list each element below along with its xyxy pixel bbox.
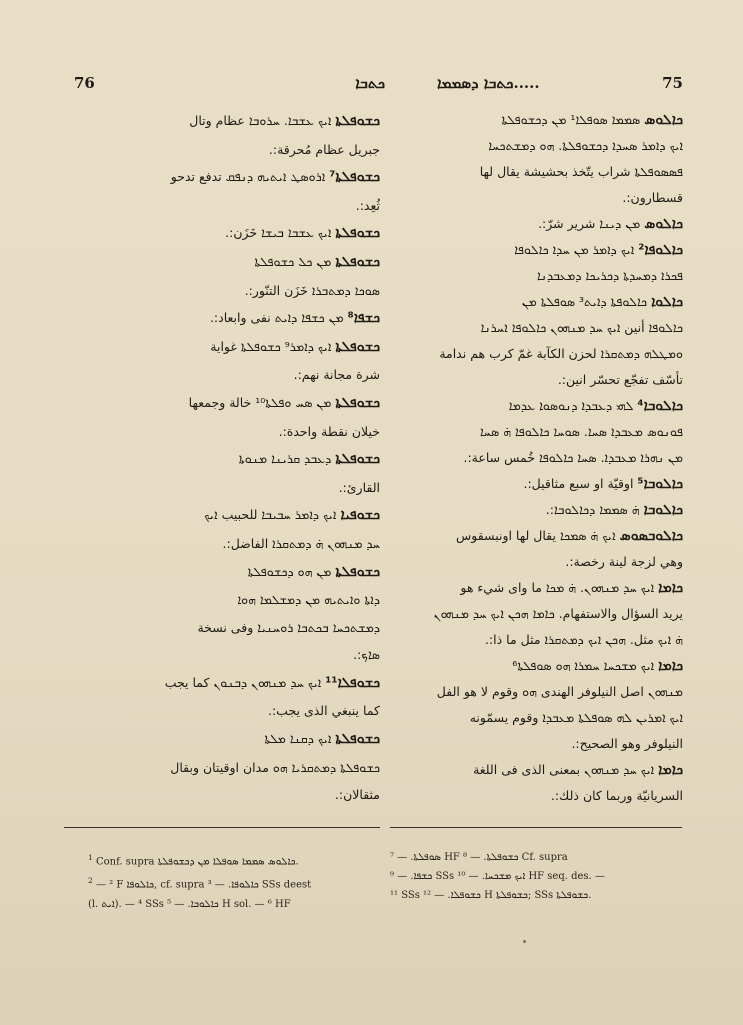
entry-text: ܐܝܟ ܥܫܒܐ. ܚܪܘܒܐ عظام وتال	[189, 113, 332, 128]
footnote-rule-right	[390, 827, 682, 828]
footnote-text: Conf. supra ܟܐܠܘܣ ܣܡܡܐ ܣܘܦܠܐ ܡܢ ܕܟܫܘܦܠܬܐ.	[95, 856, 299, 868]
footnote-line	[88, 848, 380, 871]
entry-text: ܐܝܟ ܡܫܟܚܐ ܚܡܪܐ ܗܘ ܣܘܦܠܬܐ⁶	[512, 658, 655, 673]
right-text-column	[391, 107, 683, 812]
entry-text: وهي لزجة لينة رخصة:.	[565, 554, 683, 569]
dictionary-line	[56, 219, 380, 248]
dictionary-line	[391, 263, 683, 289]
entry-headword: ܟܐܠܘܣ	[644, 112, 683, 128]
right-page-number: 75	[662, 74, 683, 92]
dictionary-line	[391, 419, 683, 445]
dictionary-line	[391, 237, 683, 263]
entry-text: ܡܢ ܢܗܪܐ ܡܥܒܕܐ. ܣܚܐ ܟܐܠܘܦܐ خُمس ساعة:.	[463, 450, 683, 465]
entry-text: ܐܝܟ ܚܕ ܡܢܗܘܢ بمعنى الذى فى اللغة	[473, 762, 655, 777]
entry-text: ܕܥܒܕ ܩܪܝܢܐ ܡܢܘܬܐ	[238, 451, 332, 467]
dictionary-line	[391, 549, 683, 575]
dictionary-line	[391, 393, 683, 419]
dictionary-line	[56, 418, 380, 446]
dictionary-line	[56, 445, 380, 474]
entry-text: كما ينبغي الذى يجب:.	[267, 703, 380, 719]
entry-text: قسطارون:.	[622, 190, 683, 205]
footnote-text: ܟܫܦܐ. — ⁹ SSs ܐܝܟ ܡܫܟܚܐ. — ¹⁰ HF seq. des. —	[390, 871, 605, 882]
dictionary-line	[56, 192, 380, 220]
footnote-text: — ² F ܟܐܠܘܦܐ, cf. supra ܟܐܠܘܦܐ. — ³ SSs deest	[95, 879, 312, 891]
dictionary-line	[391, 653, 683, 679]
entry-headword: ܟܫܦܐ⁸	[347, 310, 380, 327]
footnote-line	[88, 871, 380, 894]
left-running-title: ܟܬܒܐ	[355, 74, 385, 92]
dictionary-line	[391, 679, 683, 705]
dictionary-line	[56, 501, 380, 530]
entry-headword: ܟܐܠܘܒܐ⁵	[637, 476, 683, 492]
entry-text: النيلوفر وهو الصحيح:.	[571, 736, 683, 751]
dictionary-line	[56, 304, 380, 333]
entry-headword: ܟܫܘܦܠܬܐ⁷	[329, 169, 380, 186]
left-page-number: 76	[74, 74, 95, 92]
dictionary-line	[391, 523, 683, 549]
footnote-line	[390, 867, 684, 886]
dictionary-line	[56, 725, 380, 754]
dictionary-line	[391, 445, 683, 471]
dictionary-line	[391, 809, 683, 812]
entry-text: مثقالان:.	[334, 787, 380, 803]
entry-text: ܐܝܟ ܚܕ ܡܢܗܘܢ ܕܒܢܘܢ كما يجب	[164, 674, 322, 690]
dictionary-line	[56, 277, 380, 305]
footnote-text: (l. ܐܝܬ). — ⁴ SSs ܟܐܠܘܒܐ. — ⁵ H sol. — ⁶ HF	[88, 898, 291, 910]
footnote-line	[88, 895, 380, 914]
entry-text: ܠܗܝ ܕܥܒܕܐ ܕܢܘܣܘܐ ܥܕܡܐ	[508, 398, 634, 413]
dictionary-line	[391, 731, 683, 757]
entry-text: ܣܐܟ:.	[353, 647, 380, 663]
entry-text: تأسّف تفجّع تحسّر انين:.	[557, 372, 683, 387]
entry-headword: ܟܫܘܦܝܐ	[340, 507, 380, 524]
dictionary-line	[56, 107, 380, 136]
entry-headword: ܟܫܘܦܠܬܐ	[335, 253, 380, 270]
entry-text: ܦܣܣܘܦܠܬܐ شراب يتّخذ بحشيشة يقال لها	[479, 164, 683, 179]
entry-text: ܣܡܡܐ ܣܘܦܠܐ¹ ܡܢ ܕܟܫܘܦܠܬܐ	[501, 112, 641, 127]
entry-headword: ܟܫܘܦܠܬܐ	[335, 338, 380, 355]
entry-headword: ܟܐܠܘܒܣܘܣ	[619, 528, 683, 544]
entry-text: ܐܝܟ ܐܡܪܝܢ ܠܗ ܣܘܦܠܬܐ ܡܥܒܕܐ وقوم يسمّونه	[469, 710, 683, 725]
entry-headword: ܟܫܘܦܠܬܐ	[335, 731, 380, 748]
dictionary-line	[391, 627, 683, 653]
footnotes-right	[390, 848, 684, 905]
dictionary-line	[391, 575, 683, 601]
entry-text: ܡܢ ܣܚ ܘܦܠܬܐ¹⁰ خالة وجمعها	[188, 394, 332, 410]
entry-headword: ܟܐܡܐ	[658, 658, 683, 674]
right-running-title: ܟܬܒܐ ܕܣܡܡܐ.....	[437, 74, 540, 92]
footnote-text: ¹¹ SSs ܟܫܘܦܠܐ. — ¹² H ܟܫܘܦܠܬܐ; SSs ܟܫܘܦܠܬܐ.	[390, 890, 592, 901]
entry-text: ܘܡܛܠܗ ܕܡܬܩܪܐ لحزن الكآبة غمّ كرب هم ندامة	[439, 346, 683, 361]
entry-headword: ܟܫܘܦܠܬܐ	[335, 394, 380, 411]
entry-headword: ܟܐܡܐ	[658, 762, 683, 778]
entry-text: ܡܢ ܟܠ ܟܫܘܦܠܬܐ	[254, 253, 332, 269]
entry-headword: ܟܫܘܦܠܬܐ	[335, 225, 380, 242]
dictionary-line	[391, 107, 683, 133]
dictionary-line	[56, 669, 380, 698]
dictionary-line	[391, 133, 683, 159]
dictionary-line	[56, 614, 380, 642]
entry-text: يريد السؤال والاستفهام. ܟܐܡܐ ܗܟܢ ܐܝܟ ܚܕ ܡܢܗܘܢ	[433, 606, 683, 621]
entry-text: ܚܕ ܡܢܗܘܢ ܗ̇ ܕܡܬܩܪܐ الفاضل:.	[222, 535, 380, 551]
dictionary-line	[56, 809, 380, 812]
entry-text: ܟܫܘܦܠܬܐ ܕܡܬܩܪܝܐ ܗܘ مدان اوقيتان وبقال	[170, 759, 380, 775]
entry-headword: ܟܐܠܘܒܐ⁴	[637, 398, 683, 414]
entry-headword: ܟܫܘܦܠܐ¹¹	[325, 674, 380, 691]
dictionary-line	[56, 530, 380, 558]
dictionary-line	[391, 289, 683, 315]
entry-text: ܡܢ ܟܫܦܐ ܕܐܝܬ نفى وابعاد:.	[209, 310, 344, 326]
dictionary-line	[391, 341, 683, 367]
dictionary-line	[391, 367, 683, 393]
entry-headword: ܟܫܘܦܠܬܐ	[335, 451, 380, 468]
entry-text: ܦܘܢܘܣ ܡܥܒܕܐ ܣܚܐ. ܣܘܚܐ ܟܐܠܘܦܐ ܗ̇ ܣܚܐ	[480, 424, 683, 439]
entry-text: ܐܝܟ ܥܫܒܐ ܒܝܫܐ خَزَن:.	[225, 225, 332, 241]
entry-text: ܐܝܟ ܚܕ ܡܢܗܘܢ. ܗ̇ ܡܟܐ ما واى شيء هو	[460, 580, 655, 595]
dictionary-line	[391, 471, 683, 497]
entry-text: ܕܡܫܬܟܚܐ ܒܟܬܒܐ ܪܘܚܢܝܐ وفى نسخة	[197, 619, 380, 635]
left-text-column	[56, 107, 380, 812]
entry-headword: ܟܐܠܘܦܐ²	[638, 242, 683, 258]
entry-text: السريانيّة وربما كان ذلك:.	[550, 788, 683, 803]
paper-speck	[523, 940, 526, 943]
footnote-rule-left	[64, 827, 380, 828]
entry-text: شرة مجانة نهم:.	[293, 367, 380, 383]
entry-headword: ܟܫܘܦܠܬܐ	[335, 113, 380, 129]
footnote-number: 1	[88, 853, 93, 862]
footnote-text: ܣܘܦܠܬܐ. — ⁷ HF ܟܫܘܦܠܬܐ. — ⁸ Cf. supra	[390, 852, 568, 863]
dictionary-line	[56, 754, 380, 782]
footnote-line	[390, 886, 684, 905]
entry-headword: ܟܐܡܐ	[658, 580, 683, 596]
entry-text: ܡܢ ܗܘ ܕܟܫܘܦܠܬܐ	[247, 563, 332, 579]
entry-text: ܟܐܠܘܦܐ أنين ܐܝܟ ܚܕ ܡܢܗܘܢ ܟܐܠܘܦܐ ܐܚܪܢܐ	[480, 320, 683, 335]
dictionary-line	[56, 781, 380, 809]
dictionary-line	[56, 474, 380, 502]
entry-text: القارئ:.	[338, 479, 380, 495]
entry-headword: ܟܐܠܘܐ	[651, 294, 683, 310]
entry-text: ܗ̇ ܐܝܟ مثل. ܗܟܢ ܐܝܟ ܕܡܬܩܪܐ مثل ما ذا:.	[484, 632, 683, 647]
dictionary-line	[56, 136, 380, 164]
footnote-line	[390, 848, 684, 867]
dictionary-line	[391, 705, 683, 731]
entry-text: ܐܝܟ ܕܐܡܪ ܣܚܕܐ ܕܟܫܘܦܠܬܐ. ܗܘ ܕܡܫܬܟܚܐ	[488, 138, 683, 153]
entry-text: ܡܢܗܘܢ اصل النيلوفر الهندى ܗܘ وقوم لا هو الفل	[436, 684, 683, 699]
footnotes-left	[88, 848, 380, 914]
dictionary-line	[391, 211, 683, 237]
dictionary-line	[56, 248, 380, 277]
dictionary-line	[391, 159, 683, 185]
entry-headword: ܟܐܠܘܣ	[644, 216, 683, 232]
entry-text: ܐܪܘܣܛ ܐܝܬܝܗ ܕܢܦܩ تدفع تدحو	[170, 169, 326, 185]
dictionary-line	[56, 333, 380, 362]
entry-text: ܐܝܟ ܕܐܡܪ⁹ ܟܫܘܦܠܬܐ غواية	[210, 338, 332, 354]
entry-text: ܦܟܪܐ ܕܡܚܕܬܐ ܕܟܪܝܟܐ ܕܡܥܒܕܢܐ	[537, 268, 683, 283]
entry-text: خيلان نقطة واحدة:.	[278, 423, 380, 439]
dictionary-line	[56, 163, 380, 192]
entry-text: ܗ̇ ܣܡܡܐ ܕܟܐܠܘܒܐ:.	[545, 502, 640, 517]
entry-text: ܐܝܟ ܕܩܢܐ ܡܠܬܐ	[264, 731, 332, 747]
entry-text: ܟܐܠܘܦܬܐ ܕܐܝܬ³ ܣܘܦܠܬܐ ܡܢ	[521, 294, 648, 309]
entry-text: ܕܐܬܐ ܘܐܝܬܝܗ ܡܢ ܕܡܫܠܡܐ ܗܘܐ	[237, 592, 380, 608]
dictionary-line	[391, 185, 683, 211]
entry-text: ܡܢ ܕܝܢܐ شرير شرّ:.	[538, 216, 641, 231]
entry-text: ܐܝܟ ܕܐܡܪ ܡܢ ܚܕܐ ܟܐܠܘܦܐ	[514, 242, 635, 257]
dictionary-line	[391, 757, 683, 783]
entry-headword: ܟܫܘܦܠܬܐ	[335, 563, 380, 580]
entry-text: ܣܘܟܐ ܕܡܬܒܪܐ خَزَن التنّور:.	[244, 282, 380, 298]
dictionary-line	[391, 601, 683, 627]
entry-text: ثُعِد:.	[355, 197, 380, 213]
dictionary-line	[391, 497, 683, 523]
dictionary-line	[391, 783, 683, 809]
entry-text: ܐܝܟ ܗ̇ ܣܡܟܐ يقال لها اونبسقوس	[456, 528, 616, 543]
dictionary-line	[56, 361, 380, 389]
dictionary-line	[56, 389, 380, 418]
entry-text: اوقيّة او سبع مثاقيل:.	[523, 476, 634, 491]
dictionary-line	[391, 315, 683, 341]
entry-text: جبريل عظام مُحرقة:.	[268, 141, 380, 157]
dictionary-line	[56, 641, 380, 669]
dictionary-line	[56, 586, 380, 614]
footnote-number: 2	[88, 876, 93, 886]
dictionary-line	[56, 697, 380, 725]
entry-text: ܐܝܟ ܕܐܡܪ ܚܒܝܒܐ للحبيب ܐܝܟ	[204, 507, 337, 523]
dictionary-line	[56, 558, 380, 587]
entry-headword: ܟܐܠܘܒܐ	[643, 502, 683, 518]
